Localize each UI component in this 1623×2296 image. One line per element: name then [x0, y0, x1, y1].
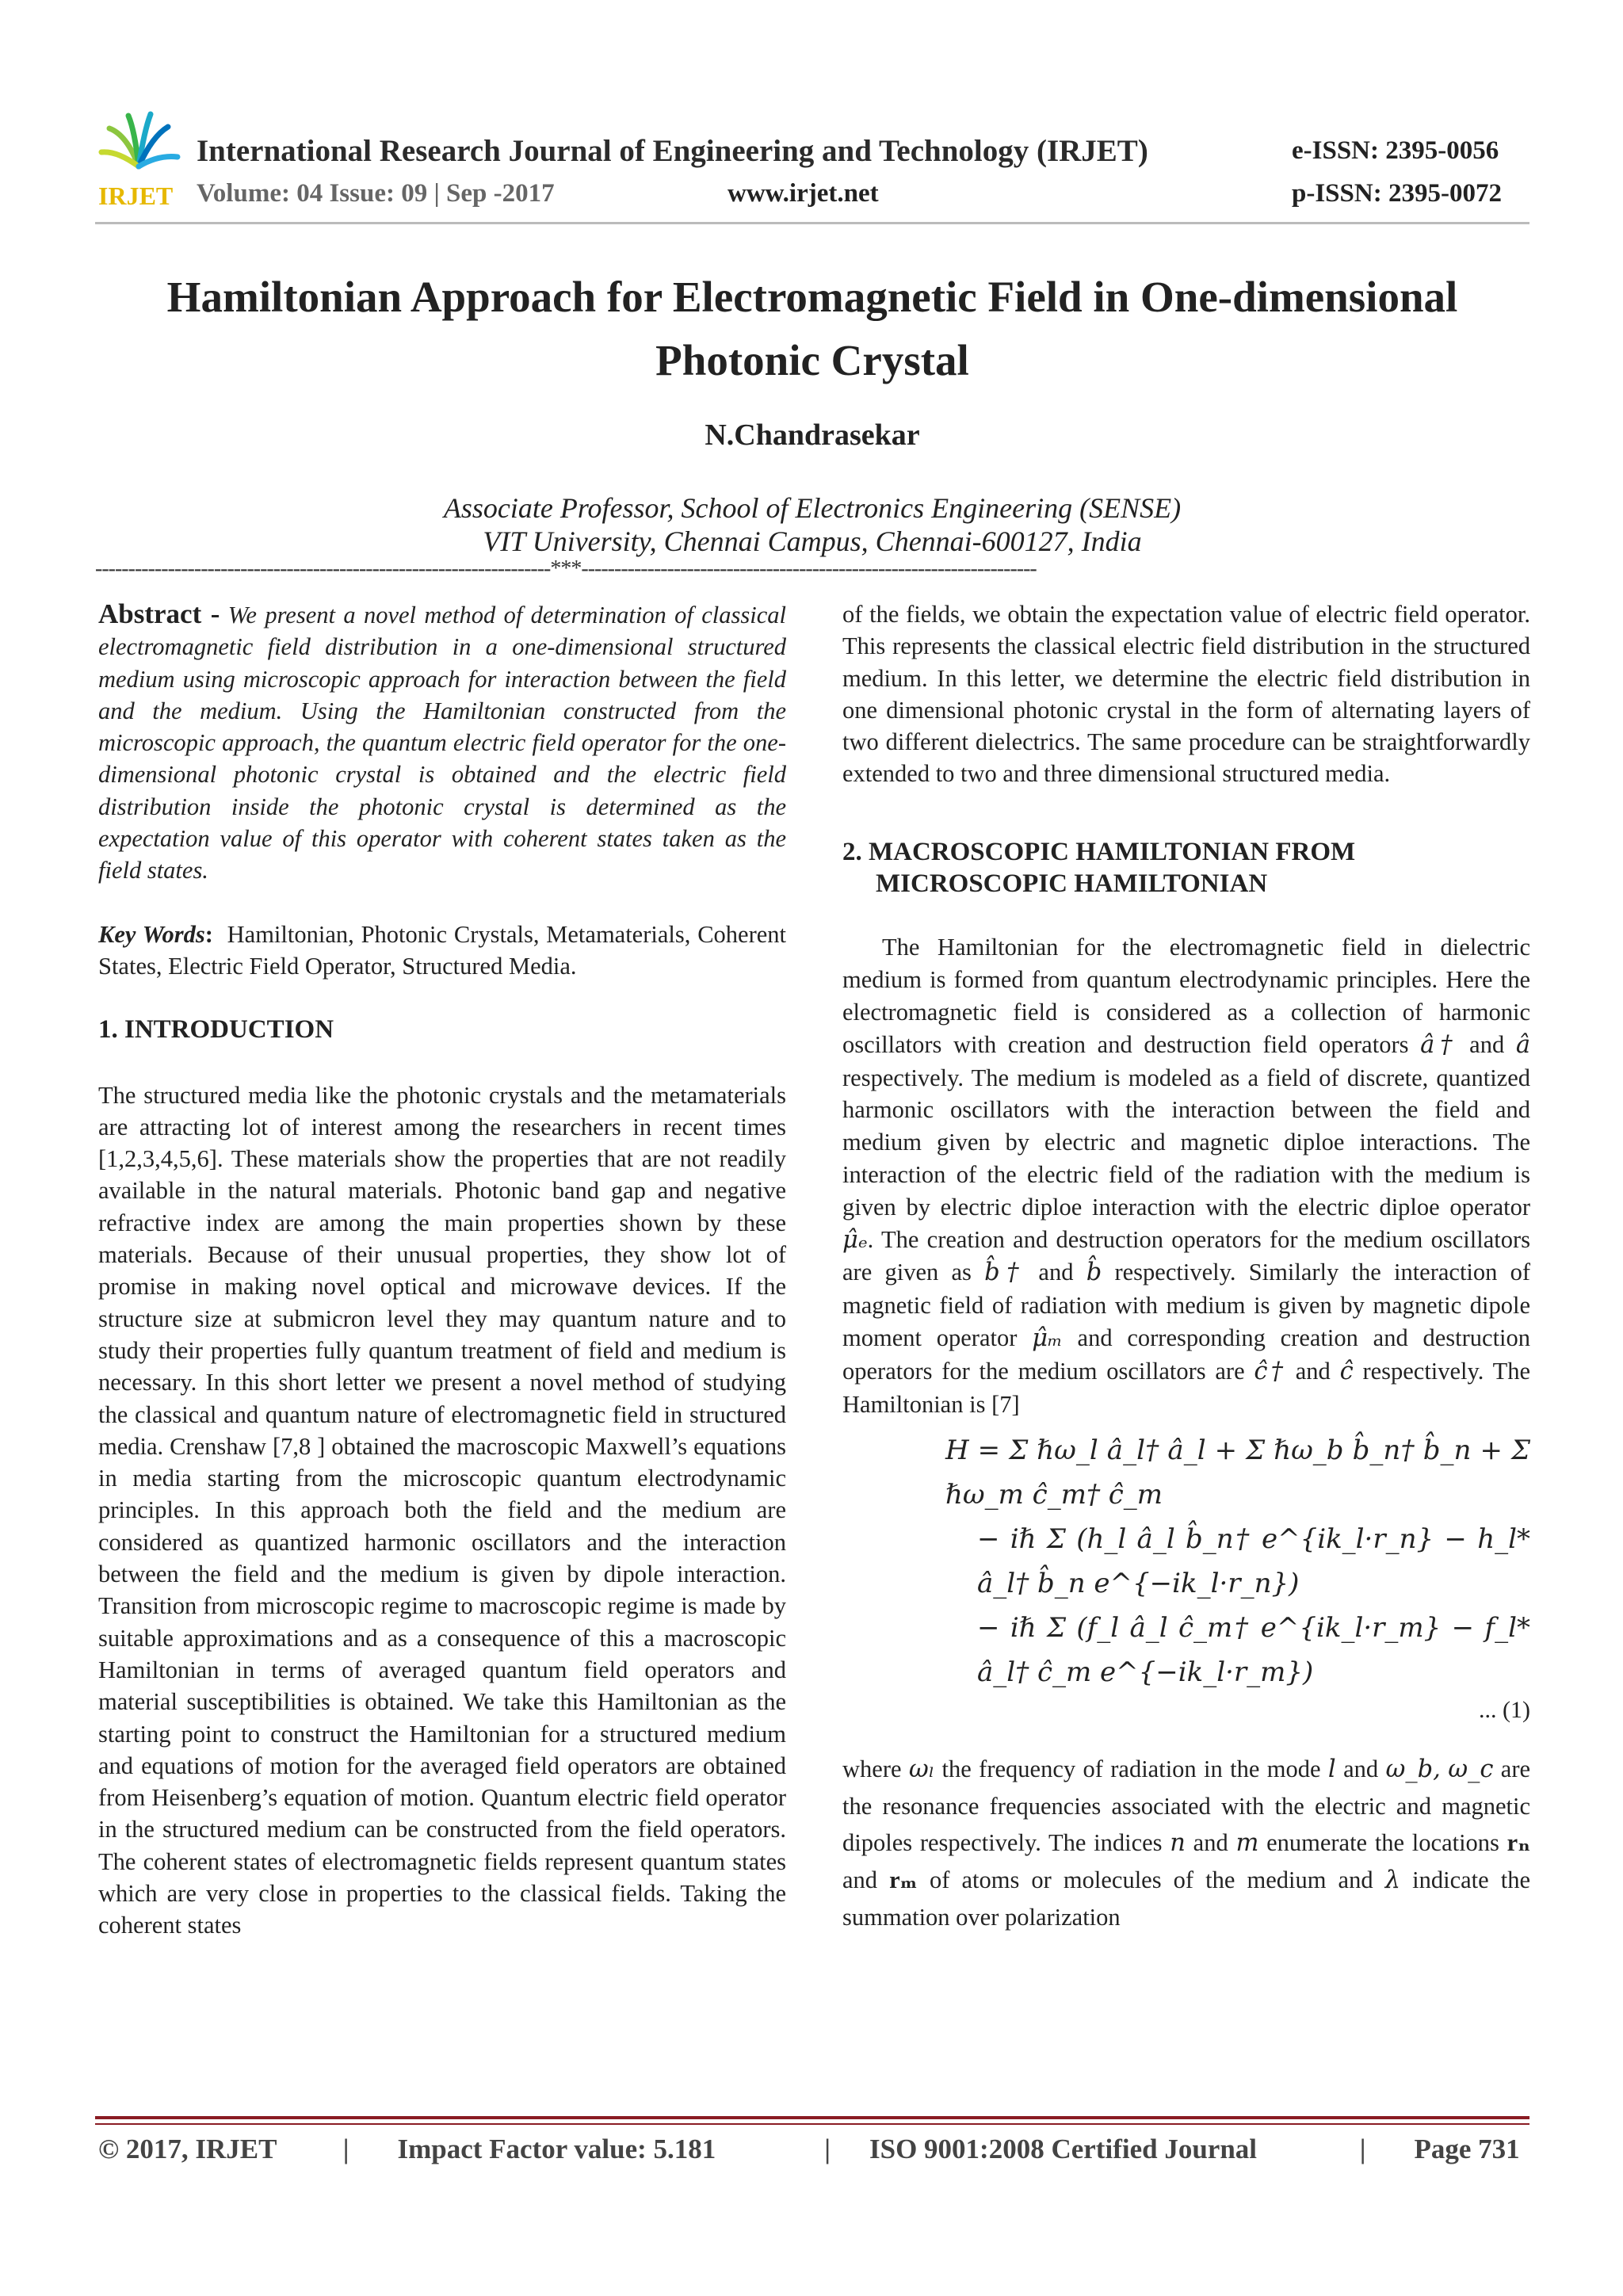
abstract-text: We present a novel method of determination of classical electromagnetic field distribution in a one-dimensional structured medium using microscopic approach for interaction between the field and the medium. Using the Hamiltonian constructed from the microscopic approach, the quantum electric field operator for the one-dimensional photonic crystal is obtained and the electric field distribution inside the photonic crystal is determined as the expectation value of this operator with coherent states taken as the field states.	[98, 602, 787, 884]
keywords: Key Words: Hamiltonian, Photonic Crystals, Metamaterials, Coherent States, Electric Field Operator, Structured Media.	[98, 920, 786, 980]
affiliation-line-2: VIT University, Chennai Campus, Chennai-600127, India	[483, 525, 1142, 557]
section-2-heading	[842, 836, 1530, 900]
right-column	[842, 598, 1530, 1935]
irjet-logo	[95, 111, 182, 210]
footer-rule	[95, 2116, 1529, 2119]
introduction-text: The structured media like the photonic crystals and the metamaterials are attracting lot of interest among the researchers in recent times [1,2,3,4,5,6]. These materials show the properties that are not readily available in the natural materials. Photonic band gap and negative refractive index are among the main properties shown by these materials. Because of their unusual properties, they show lot of promise in making novel optical and microwave devices. If the structure size at submicron level they may quantum nature and to study their properties fully quantum treatment of field and medium is necessary. In this short letter we present a novel method of studying the classical and quantum nature of electromagnetic field in structured media. Crenshaw [7,8 ] obtained the macroscopic Maxwell’s equations in media starting from the microscopic quantum electrodynamic principles. In this approach both the field and the medium are considered as quantized harmonic oscillators and the interaction between the field and the medium is given by dipole interaction. Transition from microscopic regime to macroscopic regime is made by suitable approximations and as a consequence of this a macroscopic Hamiltonian in terms of averaged quantum field operators and material susceptibilities is obtained. We take this Hamiltonian as the starting point to construct the Hamiltonian for a structured medium and equations of motion for the averaged field operators are obtained from Heisenberg’s equation of motion. Quantum electric field operator in the structured medium can be constructed from the field operators. The coherent states of electromagnetic fields represent quantum states which are very close in properties to the classical fields. Taking the coherent states	[98, 1081, 786, 1939]
abstract-label: Abstract -	[98, 598, 220, 629]
abstract	[98, 598, 786, 887]
p-issn: p-ISSN: 2395-0072	[1292, 179, 1502, 208]
section-2-paragraph-2: where ωₗ the frequency of radiation in the mode l and ω_b, ω_c are the resonance frequencies associated with the electric and magnetic dipoles respectively. The indices n and m enumerate the locations rₙ and rₘ of atoms or molecules of the medium and λ indicate the summation over polarization	[842, 1755, 1531, 1931]
logo-icon	[95, 111, 182, 210]
paper-title-line-2: Photonic Crystal	[655, 336, 969, 384]
hamiltonian-equation	[945, 1428, 1530, 1694]
section-2-heading-line-2: MICROSCOPIC HAMILTONIAN	[876, 869, 1268, 899]
svg-text:IRJET: IRJET	[98, 181, 174, 210]
introduction-continued: of the fields, we obtain the expectation value of electric field operator. This represents the classical electric field distribution in the structured medium. In this letter, we determine the electric field distribution in one dimensional photonic crystal in the form of alternating layers of two different dielectrics. The same procedure can be straightforwardly extended to two and three dimensional structured media.	[842, 601, 1530, 788]
journal-title: International Research Journal of Engineering and Technology (IRJET)	[197, 134, 1148, 168]
keywords-text: Hamiltonian, Photonic Crystals, Metamaterials, Coherent States, Electric Field Operator, Structured Media.	[98, 920, 786, 980]
affiliation-line-1: Associate Professor, School of Electronics Engineering (SENSE)	[443, 492, 1182, 524]
paper-title	[95, 266, 1529, 392]
equation-number: ... (1)	[1479, 1697, 1530, 1724]
section-2-heading-line-1: 2. MACROSCOPIC HAMILTONIAN FROM	[842, 837, 1356, 866]
e-issn: e-ISSN: 2395-0056	[1292, 136, 1499, 165]
left-column	[98, 598, 786, 1942]
page-footer	[98, 2134, 1533, 2165]
equation-line-2: − iℏ Σ (h_l â_l b̂_n† e^{ik_l·r_n} − h_l* â_l† b̂_n e^{−ik_l·r_n})	[977, 1523, 1530, 1600]
footer-separator: |	[342, 2134, 349, 2164]
header-divider	[95, 222, 1529, 224]
footer-copyright: © 2017, IRJET	[98, 2134, 277, 2164]
section-divider: ---------------------------------------------------------------------***---------------------------------------------------------------------	[95, 556, 1037, 581]
author-name: N.Chandrasekar	[705, 418, 920, 452]
volume-issue: Volume: 04 Issue: 09 | Sep -2017	[197, 179, 555, 208]
footer-separator: |	[824, 2134, 831, 2164]
footer-page-number: Page 731	[1414, 2134, 1520, 2164]
equation-line-3: − iℏ Σ (f_l â_l ĉ_m† e^{ik_l·r_m} − f_l* â_l† ĉ_m e^{−ik_l·r_m})	[977, 1612, 1530, 1689]
section-2-paragraph-1: The Hamiltonian for the electromagnetic field in dielectric medium is formed from quantum electrodynamic principles. Here the electromagnetic field is considered as a collection of harmonic oscillators with creation and destruction field operators â† and â respectively. The medium is modeled as a field of discrete, quantized harmonic oscillators with the interaction between the field and medium given by electric and magnetic diploe interactions. The interaction of the electric field of the radiation with the medium is given by electric diploe interaction with the electric diploe operator μ̂ₑ. The creation and destruction operators for the medium oscillators are given as b̂† and b̂ respectively. Similarly the interaction of magnetic field of radiation with medium is given by magnetic dipole moment operator μ̂ₘ and corresponding creation and destruction operators for the medium oscillators are ĉ† and ĉ respectively. The Hamiltonian is [7]	[842, 934, 1531, 1418]
paper-title-line-1: Hamiltonian Approach for Electromagnetic Field in One-dimensional	[166, 273, 1458, 321]
footer-iso: ISO 9001:2008 Certified Journal	[869, 2134, 1258, 2164]
section-1-heading: 1. INTRODUCTION	[98, 1015, 334, 1045]
equation-line-1: H = Σ ℏω_l â_l† â_l + Σ ℏω_b b̂_n† b̂_n + Σ ℏω_m ĉ_m† ĉ_m	[945, 1435, 1530, 1511]
footer-separator: |	[1359, 2134, 1366, 2164]
journal-website-link[interactable]: www.irjet.net	[727, 179, 879, 208]
footer-impact-factor: Impact Factor value: 5.181	[397, 2134, 716, 2164]
keywords-label: Key Words	[98, 920, 205, 948]
footer-rule-thin	[95, 2123, 1529, 2125]
